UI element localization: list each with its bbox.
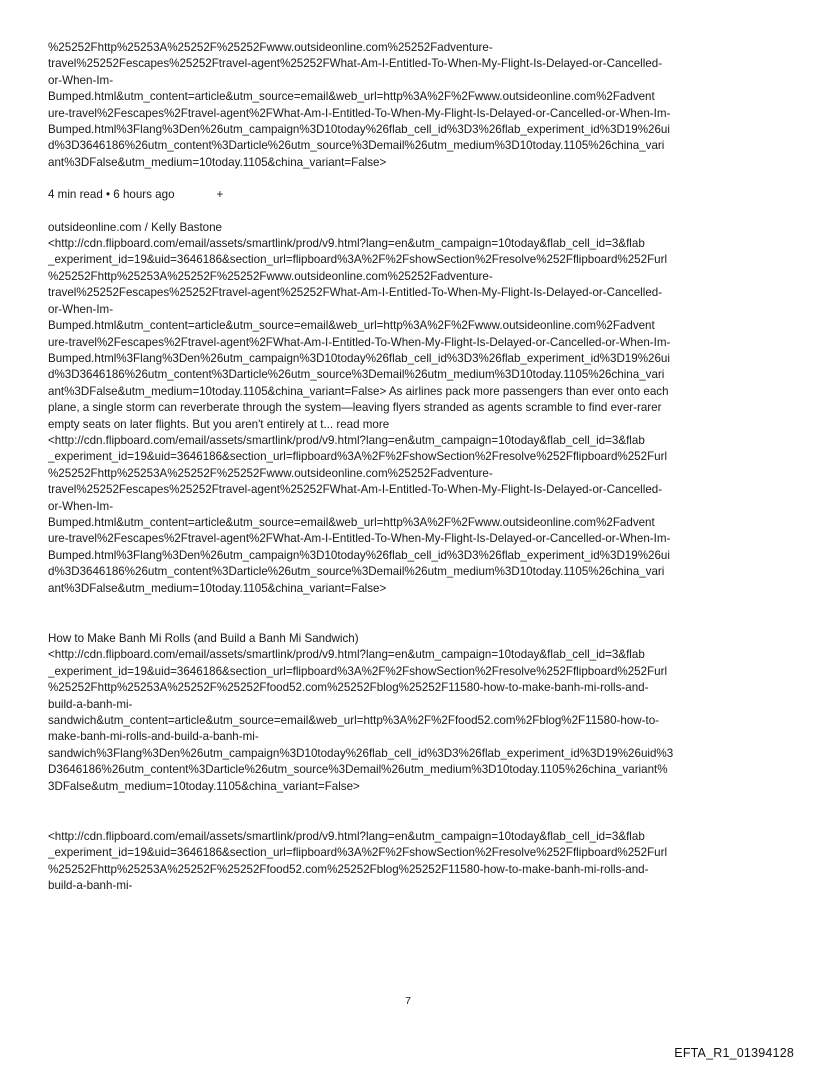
text-line: d%3D3646186%26utm_content%3Darticle%26utm_source%3Demail%26utm_medium%3D10today.1105%26china_vari xyxy=(48,565,665,579)
article-summary-line: plane, a single storm can reverberate through the system—leaving flyers stranded as agents scramble to find ever-rarer xyxy=(48,401,662,415)
text-line: sandwich&utm_content=article&utm_source=email&web_url=http%3A%2F%2Ffood52.com%2Fblog%2F11580-how-to- xyxy=(48,714,660,728)
text-line: ant%3DFalse&utm_medium=10today.1105&china_variant=False> xyxy=(48,581,387,595)
text-line: Bumped.html&utm_content=article&utm_source=email&web_url=http%3A%2F%2Fwww.outsideonline.com%2Fadvent xyxy=(48,90,655,104)
text-line: %25252Fhttp%25253A%25252F%25252Fwww.outsideonline.com%25252Fadventure- xyxy=(48,466,493,480)
page-number: 7 xyxy=(405,995,411,1007)
text-line: ure-travel%2Fescapes%2Ftravel-agent%2FWhat-Am-I-Entitled-To-When-My-Flight-Is-Delayed-or-Cancelled-or-When-Im- xyxy=(48,106,671,120)
text-line: ant%3DFalse&utm_medium=10today.1105&china_variant=False> As airlines pack more passengers than ever onto each xyxy=(48,384,669,398)
text-line: or-When-Im- xyxy=(48,302,114,316)
url-block-1 xyxy=(48,40,770,171)
text-line: Bumped.html&utm_content=article&utm_source=email&web_url=http%3A%2F%2Fwww.outsideonline.com%2Fadvent xyxy=(48,515,655,529)
text-line: _experiment_id=19&uid=3646186&section_url=flipboard%3A%2F%2FshowSection%2Fresolve%252Fflipboard%252Furl xyxy=(48,450,668,464)
text-line: Bumped.html%3Flang%3Den%26utm_campaign%3D10today%26flab_cell_id%3D3%26flab_experiment_id%3D19%26ui xyxy=(48,123,670,137)
text-line: ure-travel%2Fescapes%2Ftravel-agent%2FWhat-Am-I-Entitled-To-When-My-Flight-Is-Delayed-or-Cancelled-or-When-Im- xyxy=(48,532,671,546)
article-meta xyxy=(48,187,770,203)
url-block-4 xyxy=(48,829,770,895)
text-line: <http://cdn.flipboard.com/email/assets/smartlink/prod/v9.html?lang=en&utm_campaign=10today&flab_cell_id=3&flab xyxy=(48,830,645,844)
text-line: ure-travel%2Fescapes%2Ftravel-agent%2FWhat-Am-I-Entitled-To-When-My-Flight-Is-Delayed-or-Cancelled-or-When-Im- xyxy=(48,335,671,349)
text-line: 3DFalse&utm_medium=10today.1105&china_variant=False> xyxy=(48,779,360,793)
text-line: %25252Fhttp%25253A%25252F%25252Fwww.outsideonline.com%25252Fadventure- xyxy=(48,269,493,283)
text-line: D3646186%26utm_content%3Darticle%26utm_source%3Demail%26utm_medium%3D10today.1105%26china_variant% xyxy=(48,763,668,777)
read-more-line[interactable]: empty seats on later flights. But you aren't entirely at t... read more xyxy=(48,417,390,431)
text-line: <http://cdn.flipboard.com/email/assets/smartlink/prod/v9.html?lang=en&utm_campaign=10today&flab_cell_id=3&flab xyxy=(48,433,645,447)
text-line: ant%3DFalse&utm_medium=10today.1105&china_variant=False> xyxy=(48,155,387,169)
text-line: Bumped.html&utm_content=article&utm_source=email&web_url=http%3A%2F%2Fwww.outsideonline.com%2Fadvent xyxy=(48,319,655,333)
text-line: Bumped.html%3Flang%3Den%26utm_campaign%3D10today%26flab_cell_id%3D3%26flab_experiment_id%3D19%26ui xyxy=(48,351,670,365)
text-line: _experiment_id=19&uid=3646186&section_url=flipboard%3A%2F%2FshowSection%2Fresolve%252Fflipboard%252Furl xyxy=(48,253,668,267)
text-line: make-banh-mi-rolls-and-build-a-banh-mi- xyxy=(48,730,259,744)
text-line: <http://cdn.flipboard.com/email/assets/smartlink/prod/v9.html?lang=en&utm_campaign=10today&flab_cell_id=3&flab xyxy=(48,648,645,662)
text-line: %25252Fhttp%25253A%25252F%25252Ffood52.com%25252Fblog%25252F11580-how-to-make-banh-mi-rolls-and- xyxy=(48,862,649,876)
add-button[interactable]: + xyxy=(216,188,224,202)
text-line: _experiment_id=19&uid=3646186&section_url=flipboard%3A%2F%2FshowSection%2Fresolve%252Fflipboard%252Furl xyxy=(48,664,668,678)
url-block-2 xyxy=(48,236,770,597)
read-time: 4 min read • 6 hours ago xyxy=(48,188,175,202)
text-line: Bumped.html%3Flang%3Den%26utm_campaign%3D10today%26flab_cell_id%3D3%26flab_experiment_id%3D19%26ui xyxy=(48,548,670,562)
article-source: outsideonline.com / Kelly Bastone xyxy=(48,220,223,234)
text-line: d%3D3646186%26utm_content%3Darticle%26utm_source%3Demail%26utm_medium%3D10today.1105%26china_vari xyxy=(48,368,665,382)
text-line: or-When-Im- xyxy=(48,73,114,87)
text-line: <http://cdn.flipboard.com/email/assets/smartlink/prod/v9.html?lang=en&utm_campaign=10today&flab_cell_id=3&flab xyxy=(48,237,645,251)
text-line: or-When-Im- xyxy=(48,499,114,513)
text-line: d%3D3646186%26utm_content%3Darticle%26utm_source%3Demail%26utm_medium%3D10today.1105%26china_vari xyxy=(48,139,665,153)
document-id: EFTA_R1_01394128 xyxy=(674,1046,794,1060)
text-line: %25252Fhttp%25253A%25252F%25252Fwww.outsideonline.com%25252Fadventure- xyxy=(48,41,493,54)
article-title[interactable]: How to Make Banh Mi Rolls (and Build a Banh Mi Sandwich) xyxy=(48,632,359,645)
text-line: build-a-banh-mi- xyxy=(48,879,133,893)
text-line: travel%25252Fescapes%25252Ftravel-agent%25252FWhat-Am-I-Entitled-To-When-My-Flight-Is-Delayed-or-Cancelled- xyxy=(48,286,663,300)
text-line: sandwich%3Flang%3Den%26utm_campaign%3D10today%26flab_cell_id%3D3%26flab_experiment_id%3D19%26uid%3 xyxy=(48,746,674,760)
text-line: travel%25252Fescapes%25252Ftravel-agent%25252FWhat-Am-I-Entitled-To-When-My-Flight-Is-Delayed-or-Cancelled- xyxy=(48,483,663,497)
text-line: _experiment_id=19&uid=3646186&section_url=flipboard%3A%2F%2FshowSection%2Fresolve%252Fflipboard%252Furl xyxy=(48,846,668,860)
text-line: travel%25252Fescapes%25252Ftravel-agent%25252FWhat-Am-I-Entitled-To-When-My-Flight-Is-Delayed-or-Cancelled- xyxy=(48,57,663,71)
text-line: build-a-banh-mi- xyxy=(48,697,133,711)
document-page xyxy=(48,40,770,895)
text-line: %25252Fhttp%25253A%25252F%25252Ffood52.com%25252Fblog%25252F11580-how-to-make-banh-mi-rolls-and- xyxy=(48,681,649,695)
url-block-3 xyxy=(48,647,770,795)
